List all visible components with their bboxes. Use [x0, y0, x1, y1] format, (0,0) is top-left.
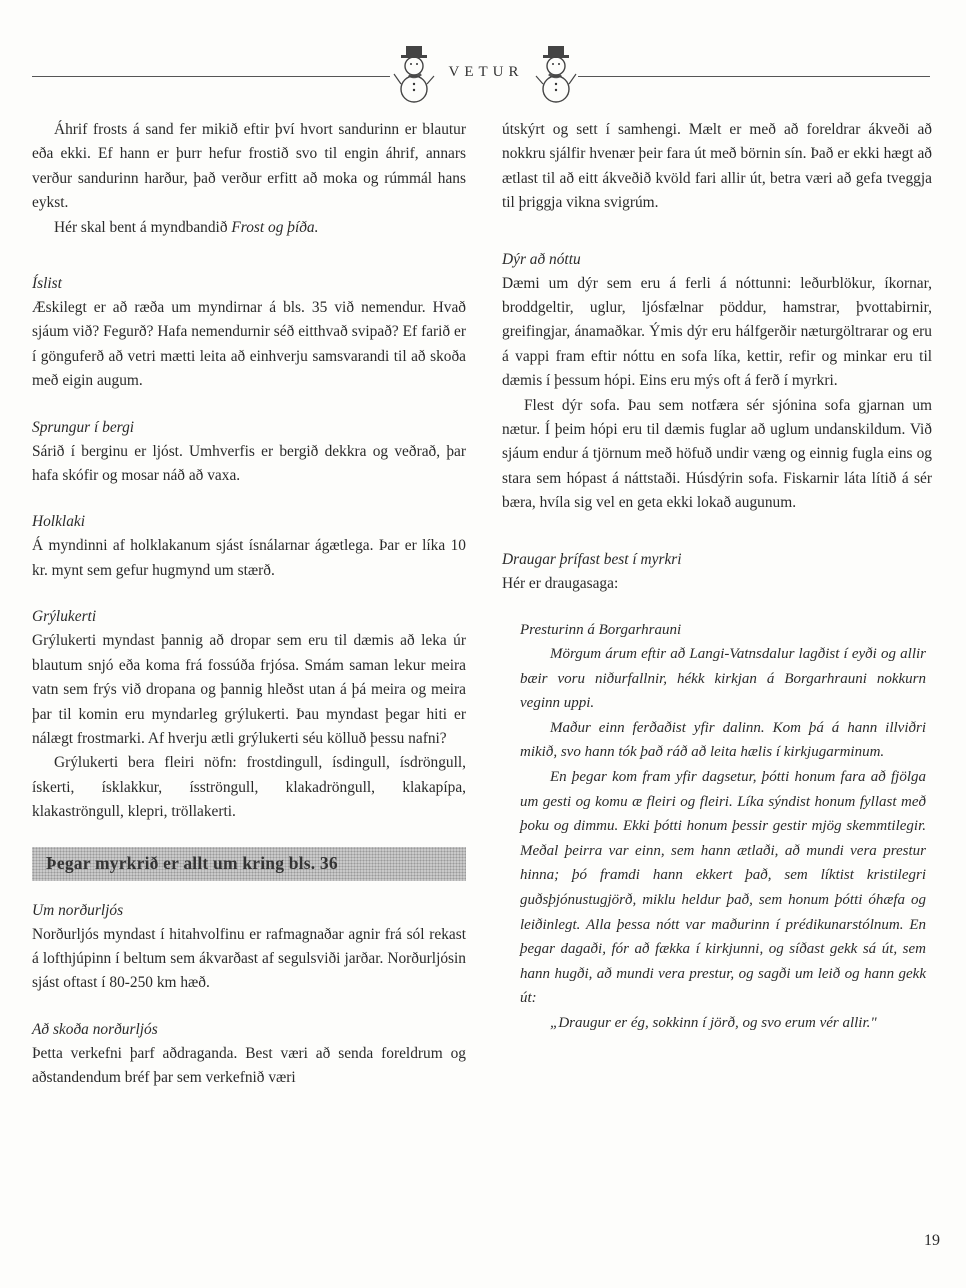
video-reference [32, 216, 466, 240]
ghost-story [502, 618, 932, 1036]
story-paragraph: Maður einn ferðaðist yfir dalinn. Kom þá á hann illviðri mikið, svo hann tók það ráð að leita hælis í kirkjugarminum. [520, 719, 926, 761]
section-heading-dyr: Dýr að nóttu [502, 250, 581, 268]
section-banner [32, 847, 466, 881]
story-paragraph: Mörgum árum eftir að Langi-Vatnsdalur lagðist í eyði og allir bæir voru niðurfallnir, hékk kirkjan á Borgarhrauni nokkurn veginn uppi. [520, 646, 926, 712]
section-text-islist: Æskilegt er að ræða um myndirnar á bls. 35 við nemendur. Hvað sjáum við? Fegurð? Hafa nemendurnir séð eitthvað svipað? Ef farið er í gönguferð að vetri mætti leita að einhverju samsvarandi til að skoða með eigin augum. [32, 299, 466, 390]
section-heading-holklaki: Holklaki [32, 513, 85, 531]
story-quote: „Draugur er ég, sokkinn í jörð, og svo erum vér allir." [550, 1015, 877, 1031]
section-text-draugar: Hér er draugasaga: [502, 574, 619, 592]
snowman-icon [392, 44, 436, 104]
section-banner-title: Þegar myrkrið er allt um kring bls. 36 [46, 853, 338, 874]
section-text-dyr: Dæmi um dýr sem eru á ferli á nóttunni: leðurblökur, íkornar, broddgeltir, uglur, ljósfælnar pöddur, hamstrar, þvottabirnir, greifingjar, ánamaðkar. Ýmis dýr eru hálfgerðir næturgöltrarar og eru á vappi fram eftir nóttu en sofa líka, kettir, refir og minkar eru til dæmis í þessum hópi. Eins eru mýs oft á ferð í myrkri. [502, 274, 932, 390]
section-text-holklaki: Á myndinni af holklakanum sjást ísnálarnar ágætlega. Þar er líka 10 kr. mynt sem gefur hugmynd um stærð. [32, 537, 466, 579]
section-text-grylukerti: Grýlukerti myndast þannig að dropar sem eru til dæmis að leka úr blautum snjó eða koma frá fossúða frjósa. Smám saman lekur meira vatn sem frýs við dropana og þannig hleðst utan á þá meira og meira þar til komin eru myndarleg grýlukerti. Þau myndast þegar hiti er nálægt frostmarki. Af hverju ætli grýlukerti séu kölluð þessu nafni? [32, 632, 466, 747]
section-heading-grylukerti: Grýlukerti [32, 608, 97, 626]
section-heading-sprungur: Sprungur í bergi [32, 418, 135, 436]
section-text-nordurljos: Norðurljós myndast í hitahvolfinu er rafmagnaðar agnir frá sól rekast á lofthjúpinn í beltum sem ákvarðast af segulsviði jarðar. Norðurljósin sjást oftast í 80-250 km hæð. [32, 925, 466, 992]
section-text-skoda: Þetta verkefni þarf aðdraganda. Best væri að senda foreldrum og aðstandendum bréf þar sem verkefnið væri [32, 1044, 466, 1087]
continued-text: útskýrt og sett í samhengi. Mælt er með að foreldrar ákveði að nokkru sjálfir hvenær þeir fara út með börnin sín. Það er ekki hægt að ætlast til að eitt ákveðið kvöld fari allir út, betra væri að gefa tveggja til þriggja vikna svigrúm. [502, 121, 932, 212]
section-heading-islist: Íslist [32, 275, 62, 293]
page-number: 19 [924, 1232, 940, 1249]
section-text-sprungur: Sárið í berginu er ljóst. Umhverfis er bergið dekkra og veðrað, þar hafa skófir og mosar náð að vaxa. [32, 442, 466, 485]
section-text-dyr-sleep: Flest dýr sofa. Þau sem notfæra sér sjónina sofa gjarnan um nætur. Í þeim hópi eru til dæmis fuglar að uglum undanskildum. Við sjáum endur á tjörnum með höfuð undir væng og einnig fugla eins og stara sem hópast á náttstaði. Húsdýrin sofa. Fiskarnir láta lítið á sér bæra, hvíla sig vel en geta ekki lokað augunum. [502, 396, 932, 512]
video-reference-prefix: Hér skal bent á myndbandið [54, 218, 232, 236]
story-paragraph: En þegar kom fram yfir dagsetur, þótti honum fara að fjölga um gesti og komu æ fleiri og fleiri. Líka sýndist honum fyllast með þoku og dimmu. Ekki þótti honum þessir gestir mjög skemmtilegir. Meðal þeirra var einn, sem hann ætlaði, að mundi vera prestur hinna; þó framdi hann ekkert það, sem líktist kristilegri guðsþjónustugjörð, miklu heldur það, sem honum þótti óhæfa og leiðinlegt. Alla þessa nótt var maðurinn í prédikunarstólnum. En þegar dagaði, fór að fækka í kirkjunni, og síðast gekk sá út, sem hann hugði, að mundi vera prestur, og sagði um leið og hann gekk út: [520, 769, 926, 1007]
left-column [32, 118, 466, 1091]
snowman-icon [534, 44, 578, 104]
header-rule-left [32, 76, 390, 77]
section-heading-skoda: Að skoða norðurljós [32, 1020, 158, 1038]
story-title: Presturinn á Borgarhrauni [520, 622, 682, 639]
section-text-grylukerti-names: Grýlukerti bera fleiri nöfn: frostdingull, ísdingull, ísdröngull, ískerti, ísklakkur, ísströngull, klakadröngull, klakapípa, klakaströngull, klepri, tröllakerti. [32, 754, 466, 821]
right-column [502, 118, 932, 1036]
section-heading-nordurljos: Um norðurljós [32, 901, 124, 919]
video-title: Frost og þíða. [231, 218, 319, 236]
header-rule-right [578, 76, 930, 77]
header-title: VETUR [448, 64, 524, 80]
section-heading-draugar: Draugar þrífast best í myrkri [502, 550, 682, 568]
intro-paragraph: Áhrif frosts á sand fer mikið eftir því hvort sandurinn er blautur eða ekki. Ef hann er þurr hefur frostið svo til engin áhrif, annars verður sandurinn harður, það verður erfitt að moka og rúmmál hans eykst. [32, 121, 466, 212]
